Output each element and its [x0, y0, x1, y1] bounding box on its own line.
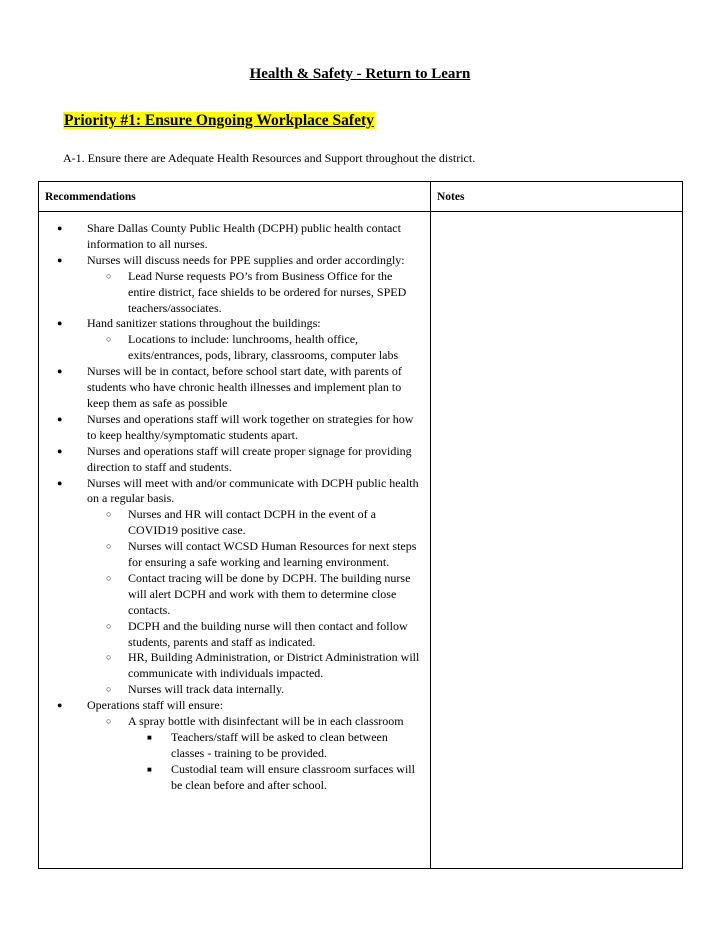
sub-list-item: ○ Nurses will contact WCSD Human Resources for next steps for ensuring a safe working and learning environment.	[85, 539, 422, 571]
sub-list-item-text: A spray bottle with disinfectant will be in each classroom	[128, 714, 404, 729]
list-item-text: Nurses will meet with and/or communicate with DCPH public health on a regular basis.	[87, 475, 419, 506]
sub-list	[87, 269, 422, 317]
list-item	[39, 444, 430, 476]
notes-cell	[431, 212, 683, 869]
sub-list	[87, 714, 422, 794]
sub-list-item: ○ Lead Nurse requests PO’s from Business Office for the entire district, face shields to be ordered for nurses, SPED teachers/associates.	[85, 269, 422, 317]
table-row	[39, 212, 683, 869]
list-item-text: Hand sanitizer stations throughout the buildings:	[87, 316, 321, 331]
list-item-text: Nurses and operations staff will work together on strategies for how to keep healthy/symptomatic students apart.	[87, 411, 414, 442]
sub-list-item: ○ Nurses will track data internally.	[85, 682, 422, 698]
priority-heading	[63, 110, 375, 132]
list-item	[39, 316, 430, 364]
sub-sub-list	[128, 730, 422, 794]
list-item	[39, 698, 430, 793]
sub-list-item	[85, 714, 422, 794]
list-item	[39, 221, 430, 253]
notes-header: Notes	[431, 182, 683, 212]
sub-list-item: ○ HR, Building Administration, or District Administration will communicate with individuals impacted.	[85, 650, 422, 682]
recommendations-table	[38, 181, 683, 869]
recommendation-list	[39, 221, 430, 794]
list-item-text: Nurses will discuss needs for PPE supplies and order accordingly:	[87, 252, 405, 267]
sub-sub-list-item: ■ Teachers/staff will be asked to clean between classes - training to be provided.	[128, 730, 422, 762]
recommendations-cell	[39, 212, 431, 869]
sub-list-item: ○ Contact tracing will be done by DCPH. The building nurse will alert DCPH and work with them to determine close contacts.	[85, 571, 422, 619]
list-item-text: Nurses will be in contact, before school start date, with parents of students who have chronic health illnesses and implement plan to keep them as safe as possible	[87, 364, 402, 410]
recommendations-header: Recommendations	[39, 182, 431, 212]
list-item	[39, 364, 430, 412]
list-item	[39, 476, 430, 699]
list-item	[39, 253, 430, 317]
table-header-row	[39, 182, 683, 212]
sub-list-item: ○ Locations to include: lunchrooms, health office, exits/entrances, pods, library, classrooms, computer labs	[85, 332, 422, 364]
sub-list	[87, 332, 422, 364]
document-title: Health & Safety - Return to Learn	[249, 66, 471, 82]
list-item-text: Operations staff will ensure:	[87, 698, 224, 713]
goal-statement: A-1. Ensure there are Adequate Health Resources and Support throughout the district.	[63, 151, 476, 165]
priority-heading-text: Priority #1: Ensure Ongoing Workplace Safety	[64, 112, 374, 129]
sub-list-item: ○ Nurses and HR will contact DCPH in the event of a COVID19 positive case.	[85, 507, 422, 539]
list-item	[39, 412, 430, 444]
list-item-text: Nurses and operations staff will create proper signage for providing direction to staff and students.	[87, 443, 412, 474]
sub-sub-list-item: ■ Custodial team will ensure classroom surfaces will be clean before and after school.	[128, 762, 422, 794]
sub-list-item: ○ DCPH and the building nurse will then contact and follow students, parents and staff as indicated.	[85, 619, 422, 651]
list-item-text: Share Dallas County Public Health (DCPH) public health contact information to all nurses.	[87, 221, 401, 251]
sub-list	[87, 507, 422, 698]
